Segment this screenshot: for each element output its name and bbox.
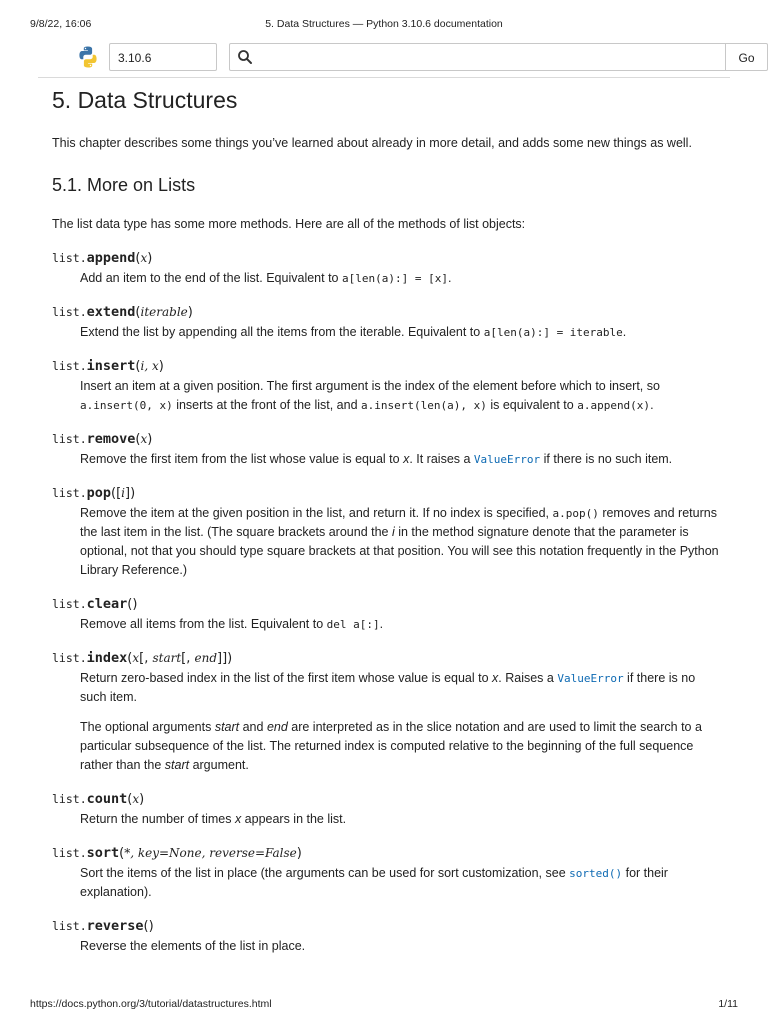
class-prefix: list. [52, 919, 87, 933]
class-prefix: list. [52, 305, 87, 319]
print-header [30, 18, 738, 32]
method-arg: end [194, 651, 218, 665]
go-button[interactable]: Go [725, 43, 768, 71]
method-name[interactable]: clear [86, 596, 128, 612]
class-prefix: list. [52, 792, 87, 806]
method-signature: list.pop([i]) [52, 485, 136, 501]
xref-link[interactable]: ValueError [473, 453, 541, 466]
section-title: 5.1. More on Lists [52, 175, 196, 195]
method-clear [52, 594, 722, 634]
method-signature: list.append(x) [52, 250, 153, 266]
class-prefix: list. [52, 251, 87, 265]
method-description: Remove the first item from the list whose value is equal to x. It raises a ValueError if there is no such item. [80, 452, 673, 466]
method-signature: list.reverse() [52, 918, 154, 934]
xref-link[interactable]: sorted() [569, 867, 623, 880]
print-page-number: 1/11 [718, 998, 738, 1010]
python-logo-icon[interactable] [76, 45, 100, 69]
method-arg: x [140, 251, 148, 265]
page-title: 5. Data Structures [52, 87, 238, 113]
class-prefix: list. [52, 432, 87, 446]
lead-paragraph: The list data type has some more methods. Here are all of the methods of list objects: [52, 217, 526, 231]
method-signature: list.count(x) [52, 791, 145, 807]
inline-code: a[len(a):] = [x] [341, 272, 448, 285]
method-description: Return the number of times x appears in the list. [80, 812, 347, 826]
method-name[interactable]: append [86, 250, 136, 266]
method-pop [52, 483, 722, 580]
method-args: *, key=None, reverse=False [124, 846, 297, 860]
method-args: i, x [140, 359, 159, 373]
method-name[interactable]: index [86, 650, 128, 666]
method-name[interactable]: pop [86, 485, 112, 501]
method-arg: i [121, 486, 126, 500]
inline-code: a.insert(len(a), x) [361, 399, 487, 412]
search-icon [237, 49, 253, 65]
class-prefix: list. [52, 486, 87, 500]
inline-code: a[len(a):] = iterable [483, 326, 623, 339]
method-arg: iterable [140, 305, 188, 319]
method-arg: x [140, 432, 148, 446]
inline-code: del a[:] [326, 618, 380, 631]
method-name[interactable]: reverse [86, 918, 144, 934]
xref-link[interactable]: ValueError [557, 672, 624, 685]
method-signature: list.extend(iterable) [52, 304, 193, 320]
print-datetime: 9/8/22, 16:06 [30, 18, 92, 30]
method-description: Reverse the elements of the list in place. [80, 939, 306, 953]
method-extend [52, 302, 722, 342]
docs-topbar [38, 42, 755, 78]
version-select[interactable]: 3.10.6 [109, 43, 217, 71]
method-index [52, 648, 722, 775]
method-remove [52, 429, 722, 469]
method-name[interactable]: sort [86, 845, 120, 861]
class-prefix: list. [52, 359, 87, 373]
method-signature: list.clear() [52, 596, 138, 612]
method-count [52, 789, 722, 829]
method-arg: start [152, 651, 182, 665]
method-name[interactable]: remove [86, 431, 136, 447]
method-description: Add an item to the end of the list. Equivalent to a[len(a):] = [x]. [80, 271, 452, 285]
inline-code: a.append(x) [577, 399, 651, 412]
search-input[interactable] [229, 43, 726, 71]
method-signature: list.remove(x) [52, 431, 153, 447]
method-description: Remove the item at the given position in the list, and return it. If no index is specified, a.pop() removes and returns the last item in the list. (The square brackets around the i in the method signature denote that the parameter is optional, not that you should type square brackets at that position. You will see this notation frequently in the Python Library Reference.) [80, 506, 719, 577]
method-signature: list.index(x[, start[, end]]) [52, 650, 233, 666]
method-name[interactable]: insert [86, 358, 136, 374]
method-signature: list.sort(*, key=None, reverse=False) [52, 845, 302, 861]
main-content [52, 86, 722, 955]
method-description: Remove all items from the list. Equivalent to del a[:]. [80, 617, 384, 631]
method-sort [52, 843, 722, 902]
intro-paragraph: This chapter describes some things you’ve learned about already in more detail, and adds some new things as well. [52, 136, 692, 150]
method-name[interactable]: extend [86, 304, 136, 320]
method-description: Insert an item at a given position. The first argument is the index of the element before which to insert, so a.insert(0, x) inserts at the front of the list, and a.insert(len(a), x) is equivalent to a.append(x). [80, 379, 660, 412]
print-url: https://docs.python.org/3/tutorial/datastructures.html [30, 998, 272, 1010]
method-arg: x [132, 792, 140, 806]
class-prefix: list. [52, 846, 87, 860]
method-append [52, 248, 722, 288]
print-doc-title: 5. Data Structures — Python 3.10.6 documentation [265, 18, 503, 30]
inline-code: a.pop() [552, 507, 599, 520]
method-insert [52, 356, 722, 415]
method-description: Sort the items of the list in place (the arguments can be used for sort customization, see sorted() for their explanation). [80, 866, 668, 899]
method-description: Extend the list by appending all the items from the iterable. Equivalent to a[len(a):] = iterable. [80, 325, 627, 339]
method-arg: x [132, 651, 140, 665]
class-prefix: list. [52, 597, 87, 611]
method-name[interactable]: count [86, 791, 128, 807]
inline-code: a.insert(0, x) [80, 399, 173, 412]
method-signature: list.insert(i, x) [52, 358, 164, 374]
method-description: Return zero-based index in the list of the first item whose value is equal to x. Raises a ValueError if there is no such item. The optional arguments start and end are interpreted as in the slice notation and are used to limit the search to a particular subsequence of the list. The returned index is computed relative to the beginning of the full sequence rather than the start argument. [80, 671, 702, 772]
print-footer [30, 998, 738, 1012]
class-prefix: list. [52, 651, 87, 665]
method-reverse [52, 916, 722, 953]
